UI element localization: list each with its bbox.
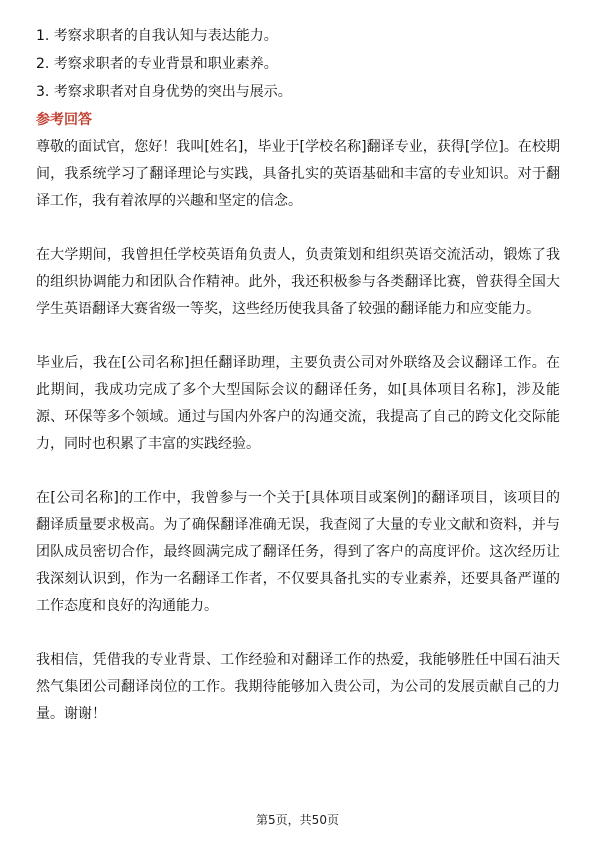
- page-number: 第5页，共50页: [256, 813, 339, 827]
- answer-paragraph: 尊敬的面试官，您好！我叫[姓名]，毕业于[学校名称]翻译专业，获得[学位]。在校期间，我系统学习了翻译理论与实践，具备扎实的英语基础和丰富的专业知识。对于翻译工作，我有着浓厚的兴趣和坚定的信念。: [36, 139, 560, 209]
- answer-paragraph: 在[公司名称]的工作中，我曾参与一个关于[具体项目或案例]的翻译项目，该项目的翻译质量要求极高。为了确保翻译准确无误，我查阅了大量的专业文献和资料，并与团队成员密切合作，最终圆满完成了翻译任务，得到了客户的高度评价。这次经历让我深刻认识到，作为一名翻译工作者，不仅要具备扎实的专业素养，还要具备严谨的工作态度和良好的沟通能力。: [36, 490, 560, 614]
- answer-paragraph: 在大学期间，我曾担任学校英语角负责人，负责策划和组织英语交流活动，锻炼了我的组织协调能力和团队合作精神。此外，我还积极参与各类翻译比赛，曾获得全国大学生英语翻译大赛省级一等奖，这些经历使我具备了较强的翻译能力和应变能力。: [36, 247, 560, 317]
- answer-heading: 参考回答: [36, 112, 92, 128]
- answer-paragraph: 毕业后，我在[公司名称]担任翻译助理，主要负责公司对外联络及会议翻译工作。在此期间，我成功完成了多个大型国际会议的翻译任务，如[具体项目名称]，涉及能源、环保等多个领域。通过与国内外客户的沟通交流，我提高了自己的跨文化交际能力，同时也积累了丰富的实践经验。: [36, 355, 560, 452]
- evaluation-point: 2. 考察求职者的专业背景和职业素养。: [36, 56, 278, 72]
- answer-paragraph: 我相信，凭借我的专业背景、工作经验和对翻译工作的热爱，我能够胜任中国石油天然气集团公司翻译岗位的工作。我期待能够加入贵公司，为公司的发展贡献自己的力量。谢谢！: [36, 652, 560, 722]
- evaluation-point: 3. 考察求职者对自身优势的突出与展示。: [36, 84, 292, 100]
- evaluation-point: 1. 考察求职者的自我认知与表达能力。: [36, 28, 278, 44]
- page-content: [36, 26, 560, 728]
